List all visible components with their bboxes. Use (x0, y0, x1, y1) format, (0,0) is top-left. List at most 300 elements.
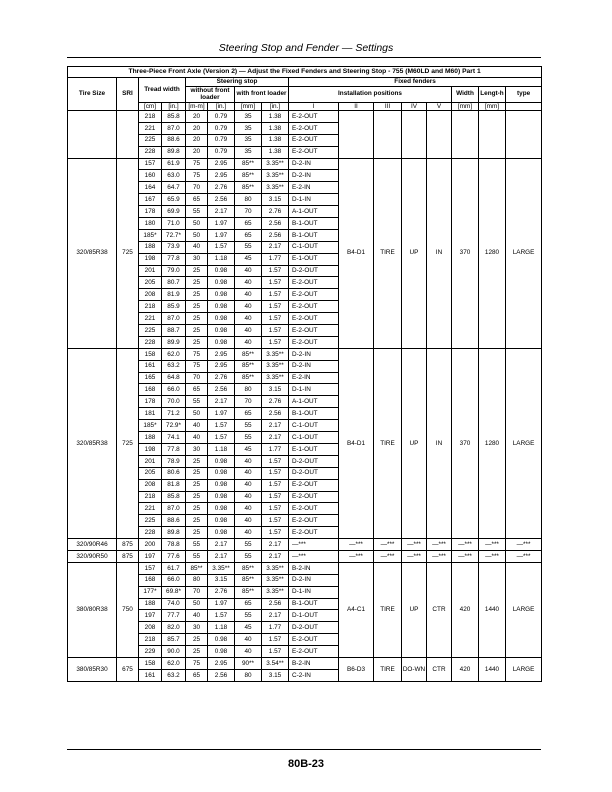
stop-without-mm-cell: 20 (186, 134, 208, 146)
position-iv-cell (402, 111, 427, 159)
stop-without-mm-cell: 70 (186, 372, 208, 384)
tread-cm-cell: 188 (139, 432, 162, 444)
sri-cell (117, 111, 139, 159)
stop-without-mm-cell: 80 (186, 574, 208, 586)
tread-cm-cell: 221 (139, 122, 162, 134)
stop-with-in-cell: 2.17 (262, 550, 289, 562)
stop-without-in-cell: 2.17 (208, 550, 235, 562)
stop-with-mm-cell: 35 (235, 146, 262, 158)
position-i-cell: D-2-OUT (289, 265, 339, 277)
stop-without-mm-cell: 25 (186, 515, 208, 527)
unit-cell: IV (402, 102, 427, 111)
tread-cm-cell: 185* (139, 420, 162, 432)
stop-with-mm-cell: 35 (235, 122, 262, 134)
sri-cell: 750 (117, 562, 139, 657)
stop-with-in-cell: 3.35** (262, 574, 289, 586)
stop-with-mm-cell: 40 (235, 503, 262, 515)
table-caption: Three-Piece Front Axle (Version 2) — Adjust the Fixed Fenders and Steering Stop - 755 (M60LD and M60) Part 1 (68, 67, 542, 78)
stop-with-in-cell: 1.57 (262, 455, 289, 467)
position-i-cell: A-1-OUT (289, 396, 339, 408)
sri-cell: 675 (117, 657, 139, 681)
stop-without-in-cell: 2.17 (208, 206, 235, 218)
position-i-cell: B-1-OUT (289, 229, 339, 241)
stop-without-mm-cell: 75 (186, 657, 208, 669)
stop-without-in-cell: 0.98 (208, 634, 235, 646)
position-v-cell: CTR (427, 562, 452, 657)
stop-with-mm-cell: 35 (235, 134, 262, 146)
stop-with-mm-cell: 40 (235, 491, 262, 503)
stop-with-mm-cell: 40 (235, 325, 262, 337)
stop-with-in-cell: 1.77 (262, 622, 289, 634)
tread-cm-cell: 177* (139, 586, 162, 598)
tire-size-cell: 320/90R46 (68, 539, 117, 551)
fender-type-cell: —*** (506, 550, 542, 562)
position-ii-cell (339, 111, 374, 159)
position-i-cell: E-2-OUT (289, 313, 339, 325)
tread-cm-cell: 198 (139, 253, 162, 265)
position-i-cell: E-1-OUT (289, 443, 339, 455)
stop-with-mm-cell: 55 (235, 420, 262, 432)
position-i-cell: —*** (289, 550, 339, 562)
position-v-cell: —*** (427, 539, 452, 551)
table-body (68, 111, 542, 682)
tread-cm-cell: 178 (139, 206, 162, 218)
stop-without-mm-cell: 70 (186, 182, 208, 194)
position-iii-cell: —*** (374, 539, 402, 551)
position-i-cell: B-2-IN (289, 657, 339, 669)
tread-cm-cell: 158 (139, 348, 162, 360)
fender-type-cell: —*** (506, 539, 542, 551)
stop-with-mm-cell: 85** (235, 360, 262, 372)
stop-without-mm-cell: 65 (186, 669, 208, 681)
unit-cell: [in.] (262, 102, 289, 111)
fender-length-cell: 1280 (479, 158, 506, 348)
fender-width-cell: 420 (452, 562, 479, 657)
stop-with-in-cell: 3.35** (262, 372, 289, 384)
tread-in-cell: 73.9 (162, 241, 186, 253)
stop-without-mm-cell: 25 (186, 265, 208, 277)
position-i-cell: C-1-OUT (289, 432, 339, 444)
stop-without-mm-cell: 75 (186, 170, 208, 182)
stop-without-mm-cell: 70 (186, 586, 208, 598)
tread-in-cell: 72.9* (162, 420, 186, 432)
tread-cm-cell: 208 (139, 289, 162, 301)
stop-without-in-cell: 0.98 (208, 467, 235, 479)
position-i-cell: E-2-OUT (289, 634, 339, 646)
unit-cell: [mm] (235, 102, 262, 111)
position-i-cell: E-2-OUT (289, 515, 339, 527)
header-divider (67, 57, 541, 58)
stop-with-mm-cell: 85** (235, 372, 262, 384)
stop-with-mm-cell: 55 (235, 432, 262, 444)
stop-with-in-cell: 1.57 (262, 265, 289, 277)
stop-without-in-cell: 2.95 (208, 348, 235, 360)
stop-without-mm-cell: 25 (186, 289, 208, 301)
stop-with-in-cell: 3.35** (262, 182, 289, 194)
position-ii-cell: B4-D1 (339, 158, 374, 348)
tread-in-cell: 61.9 (162, 158, 186, 170)
stop-with-mm-cell: 40 (235, 277, 262, 289)
position-i-cell: E-2-OUT (289, 146, 339, 158)
unit-cell: [cm] (139, 102, 162, 111)
stop-with-mm-cell: 40 (235, 289, 262, 301)
position-i-cell: C-1-OUT (289, 241, 339, 253)
position-i-cell: D-1-IN (289, 586, 339, 598)
stop-without-mm-cell: 40 (186, 432, 208, 444)
position-i-cell: D-2-IN (289, 158, 339, 170)
stop-with-mm-cell: 55 (235, 550, 262, 562)
stop-with-mm-cell: 45 (235, 622, 262, 634)
tread-cm-cell: 229 (139, 646, 162, 658)
stop-without-in-cell: 2.95 (208, 158, 235, 170)
stop-without-mm-cell: 50 (186, 229, 208, 241)
tread-in-cell: 72.7* (162, 229, 186, 241)
stop-without-mm-cell: 50 (186, 218, 208, 230)
stop-without-mm-cell: 55 (186, 396, 208, 408)
tread-in-cell: 85.8 (162, 491, 186, 503)
tread-in-cell: 66.0 (162, 574, 186, 586)
fender-length-cell: —*** (479, 539, 506, 551)
tread-cm-cell: 188 (139, 241, 162, 253)
stop-with-in-cell: 1.38 (262, 111, 289, 123)
sri-cell: 725 (117, 348, 139, 538)
tread-cm-cell: 167 (139, 194, 162, 206)
stop-without-in-cell: 0.98 (208, 289, 235, 301)
tread-in-cell: 63.2 (162, 360, 186, 372)
position-iii-cell (374, 111, 402, 159)
fender-type-cell: LARGE (506, 657, 542, 681)
stop-without-in-cell: 1.97 (208, 229, 235, 241)
stop-without-mm-cell: 40 (186, 241, 208, 253)
tread-in-cell: 88.6 (162, 134, 186, 146)
position-i-cell: C-1-OUT (289, 420, 339, 432)
tread-in-cell: 89.8 (162, 527, 186, 539)
stop-with-mm-cell: 65 (235, 229, 262, 241)
tread-in-cell: 89.8 (162, 146, 186, 158)
stop-without-in-cell: 2.56 (208, 194, 235, 206)
stop-with-mm-cell: 85** (235, 586, 262, 598)
tread-cm-cell: 164 (139, 182, 162, 194)
position-i-cell: E-2-OUT (289, 503, 339, 515)
stop-without-mm-cell: 25 (186, 503, 208, 515)
tread-cm-cell: 221 (139, 503, 162, 515)
tread-cm-cell: 197 (139, 550, 162, 562)
stop-with-in-cell: 3.15 (262, 384, 289, 396)
fender-width-cell: —*** (452, 539, 479, 551)
tread-cm-cell: 178 (139, 396, 162, 408)
position-iii-cell: TIRE (374, 562, 402, 657)
stop-without-in-cell: 2.17 (208, 539, 235, 551)
tread-in-cell: 77.8 (162, 253, 186, 265)
tread-cm-cell: 181 (139, 408, 162, 420)
stop-with-mm-cell: 40 (235, 467, 262, 479)
units-row (68, 102, 542, 111)
stop-with-mm-cell: 85** (235, 348, 262, 360)
stop-with-in-cell: 2.56 (262, 598, 289, 610)
fender-length-cell (479, 111, 506, 159)
fender-length-cell: 1440 (479, 657, 506, 681)
position-i-cell: E-2-OUT (289, 325, 339, 337)
tread-in-cell: 77.7 (162, 610, 186, 622)
stop-with-in-cell: 1.38 (262, 134, 289, 146)
stop-with-in-cell: 1.77 (262, 443, 289, 455)
stop-with-in-cell: 1.57 (262, 467, 289, 479)
position-i-cell: E-2-OUT (289, 527, 339, 539)
page-number: 80B-23 (287, 758, 325, 770)
tread-cm-cell: 180 (139, 218, 162, 230)
stop-with-in-cell: 2.56 (262, 218, 289, 230)
tread-cm-cell: 228 (139, 336, 162, 348)
tread-cm-cell: 158 (139, 657, 162, 669)
stop-with-mm-cell: 65 (235, 598, 262, 610)
stop-with-in-cell: 1.57 (262, 503, 289, 515)
position-i-cell: E-2-OUT (289, 277, 339, 289)
stop-without-mm-cell: 25 (186, 277, 208, 289)
header-type: type (506, 86, 542, 102)
stop-without-mm-cell: 50 (186, 598, 208, 610)
tire-size-cell (68, 111, 117, 159)
stop-with-in-cell: 1.57 (262, 491, 289, 503)
stop-without-mm-cell: 25 (186, 479, 208, 491)
position-i-cell: E-1-OUT (289, 253, 339, 265)
stop-without-in-cell: 1.97 (208, 218, 235, 230)
position-ii-cell: —*** (339, 539, 374, 551)
table-row (68, 348, 542, 360)
stop-without-mm-cell: 50 (186, 408, 208, 420)
tread-in-cell: 63.0 (162, 170, 186, 182)
position-i-cell: E-2-OUT (289, 289, 339, 301)
stop-without-mm-cell: 30 (186, 622, 208, 634)
tread-cm-cell: 228 (139, 527, 162, 539)
tread-in-cell: 85.8 (162, 111, 186, 123)
stop-with-in-cell: 3.35** (262, 158, 289, 170)
sri-cell: 875 (117, 539, 139, 551)
stop-without-mm-cell: 25 (186, 634, 208, 646)
stop-with-in-cell: 1.38 (262, 146, 289, 158)
stop-with-mm-cell: 85** (235, 170, 262, 182)
fender-width-cell: 370 (452, 158, 479, 348)
stop-without-mm-cell: 25 (186, 527, 208, 539)
stop-without-in-cell: 1.57 (208, 432, 235, 444)
stop-without-in-cell: 2.56 (208, 384, 235, 396)
position-i-cell: E-2-IN (289, 182, 339, 194)
stop-with-in-cell: 3.15 (262, 669, 289, 681)
tread-in-cell: 81.9 (162, 289, 186, 301)
stop-with-in-cell: 1.57 (262, 646, 289, 658)
header-fixed-fenders: Fixed fenders (289, 78, 542, 87)
stop-with-in-cell: 2.17 (262, 539, 289, 551)
position-ii-cell: B6-D3 (339, 657, 374, 681)
tread-cm-cell: 198 (139, 443, 162, 455)
tread-in-cell: 88.6 (162, 515, 186, 527)
tread-in-cell: 65.9 (162, 194, 186, 206)
tread-cm-cell: 228 (139, 146, 162, 158)
position-iii-cell: TIRE (374, 657, 402, 681)
position-i-cell: E-2-OUT (289, 336, 339, 348)
tread-in-cell: 87.0 (162, 503, 186, 515)
stop-with-in-cell: 2.17 (262, 420, 289, 432)
stop-without-in-cell: 0.98 (208, 479, 235, 491)
tread-cm-cell: 201 (139, 265, 162, 277)
stop-with-mm-cell: 80 (235, 384, 262, 396)
stop-without-in-cell: 2.56 (208, 669, 235, 681)
stop-with-mm-cell: 85** (235, 574, 262, 586)
header-steering-stop: Steering stop (186, 78, 289, 87)
stop-without-in-cell: 0.98 (208, 646, 235, 658)
unit-cell: V (427, 102, 452, 111)
fender-type-cell: LARGE (506, 348, 542, 538)
footer-divider (67, 749, 541, 750)
settings-table (67, 66, 542, 682)
tread-cm-cell: 225 (139, 515, 162, 527)
tire-size-cell: 380/80R38 (68, 562, 117, 657)
sri-cell: 875 (117, 550, 139, 562)
tread-in-cell: 87.0 (162, 122, 186, 134)
position-v-cell (427, 111, 452, 159)
tread-cm-cell: 161 (139, 669, 162, 681)
stop-with-mm-cell: 40 (235, 301, 262, 313)
position-iv-cell: —*** (402, 539, 427, 551)
stop-with-in-cell: 3.15 (262, 194, 289, 206)
stop-without-mm-cell: 25 (186, 491, 208, 503)
stop-without-in-cell: 2.17 (208, 396, 235, 408)
tread-in-cell: 63.2 (162, 669, 186, 681)
tread-in-cell: 85.7 (162, 634, 186, 646)
stop-with-mm-cell: 65 (235, 408, 262, 420)
tread-in-cell: 77.6 (162, 550, 186, 562)
unit-cell: [in.] (208, 102, 235, 111)
stop-with-mm-cell: 85** (235, 562, 262, 574)
tread-in-cell: 88.7 (162, 325, 186, 337)
position-iii-cell: TIRE (374, 348, 402, 538)
stop-with-mm-cell: 40 (235, 455, 262, 467)
header-tread-width: Tread width (139, 78, 186, 103)
stop-without-in-cell: 0.79 (208, 111, 235, 123)
position-v-cell: —*** (427, 550, 452, 562)
stop-without-mm-cell: 40 (186, 610, 208, 622)
unit-cell (506, 102, 542, 111)
tread-cm-cell: 161 (139, 360, 162, 372)
stop-without-mm-cell: 75 (186, 360, 208, 372)
tread-in-cell: 69.8* (162, 586, 186, 598)
stop-with-mm-cell: 80 (235, 669, 262, 681)
tire-size-cell: 320/90R50 (68, 550, 117, 562)
position-i-cell: B-1-OUT (289, 218, 339, 230)
tread-in-cell: 64.8 (162, 372, 186, 384)
tread-in-cell: 62.0 (162, 348, 186, 360)
stop-with-in-cell: 1.57 (262, 313, 289, 325)
stop-without-in-cell: 0.98 (208, 527, 235, 539)
stop-with-in-cell: 2.17 (262, 432, 289, 444)
position-i-cell: D-2-IN (289, 574, 339, 586)
position-i-cell: D-2-OUT (289, 455, 339, 467)
stop-with-in-cell: 1.57 (262, 289, 289, 301)
position-i-cell: E-2-OUT (289, 301, 339, 313)
header-installation-positions: Installation positions (289, 86, 452, 102)
tread-cm-cell: 218 (139, 111, 162, 123)
stop-with-mm-cell: 40 (235, 634, 262, 646)
stop-with-in-cell: 2.56 (262, 408, 289, 420)
stop-with-mm-cell: 40 (235, 527, 262, 539)
stop-with-mm-cell: 85** (235, 158, 262, 170)
tread-in-cell: 71.0 (162, 218, 186, 230)
stop-with-mm-cell: 70 (235, 396, 262, 408)
stop-with-in-cell: 2.17 (262, 610, 289, 622)
stop-without-mm-cell: 25 (186, 336, 208, 348)
position-v-cell: CTR (427, 657, 452, 681)
position-i-cell: E-2-OUT (289, 134, 339, 146)
tread-cm-cell: 221 (139, 313, 162, 325)
tire-size-cell: 380/85R30 (68, 657, 117, 681)
position-iv-cell: UP (402, 562, 427, 657)
stop-without-in-cell: 0.98 (208, 301, 235, 313)
unit-cell: [m-m] (186, 102, 208, 111)
tread-cm-cell: 188 (139, 598, 162, 610)
position-i-cell: A-1-OUT (289, 206, 339, 218)
position-i-cell: D-2-IN (289, 170, 339, 182)
tread-in-cell: 78.8 (162, 539, 186, 551)
position-ii-cell: —*** (339, 550, 374, 562)
fender-length-cell: 1440 (479, 562, 506, 657)
stop-with-mm-cell: 40 (235, 313, 262, 325)
stop-without-in-cell: 3.35** (208, 562, 235, 574)
tread-cm-cell: 200 (139, 539, 162, 551)
stop-without-in-cell: 1.97 (208, 598, 235, 610)
stop-without-in-cell: 0.98 (208, 515, 235, 527)
tread-cm-cell: 218 (139, 634, 162, 646)
stop-with-mm-cell: 40 (235, 336, 262, 348)
position-i-cell: —*** (289, 539, 339, 551)
tread-cm-cell: 218 (139, 301, 162, 313)
stop-with-mm-cell: 55 (235, 610, 262, 622)
table-row (68, 562, 542, 574)
stop-without-mm-cell: 55 (186, 550, 208, 562)
stop-with-in-cell: 3.35** (262, 562, 289, 574)
position-i-cell: D-1-IN (289, 384, 339, 396)
tread-cm-cell: 208 (139, 479, 162, 491)
tire-size-cell: 320/85R38 (68, 348, 117, 538)
stop-with-mm-cell: 65 (235, 218, 262, 230)
stop-with-mm-cell: 40 (235, 646, 262, 658)
stop-without-in-cell: 0.98 (208, 265, 235, 277)
tread-cm-cell: 197 (139, 610, 162, 622)
tread-in-cell: 71.2 (162, 408, 186, 420)
stop-with-in-cell: 3.35** (262, 360, 289, 372)
stop-without-mm-cell: 25 (186, 455, 208, 467)
stop-without-in-cell: 0.98 (208, 491, 235, 503)
tread-cm-cell: 201 (139, 455, 162, 467)
table-row (68, 550, 542, 562)
tread-cm-cell: 225 (139, 325, 162, 337)
stop-without-in-cell: 2.95 (208, 360, 235, 372)
stop-without-mm-cell: 20 (186, 146, 208, 158)
position-i-cell: D-2-OUT (289, 467, 339, 479)
table-row (68, 657, 542, 669)
stop-with-in-cell: 1.57 (262, 527, 289, 539)
stop-with-mm-cell: 70 (235, 206, 262, 218)
position-i-cell: E-2-OUT (289, 122, 339, 134)
stop-with-mm-cell: 85** (235, 182, 262, 194)
stop-without-mm-cell: 25 (186, 467, 208, 479)
stop-with-in-cell: 1.57 (262, 515, 289, 527)
tread-in-cell: 80.6 (162, 467, 186, 479)
stop-without-mm-cell: 25 (186, 301, 208, 313)
stop-without-in-cell: 0.98 (208, 455, 235, 467)
stop-with-in-cell: 1.57 (262, 277, 289, 289)
header-with-front-loader: with front loader (235, 86, 289, 102)
stop-without-in-cell: 0.98 (208, 503, 235, 515)
stop-with-in-cell: 2.17 (262, 241, 289, 253)
